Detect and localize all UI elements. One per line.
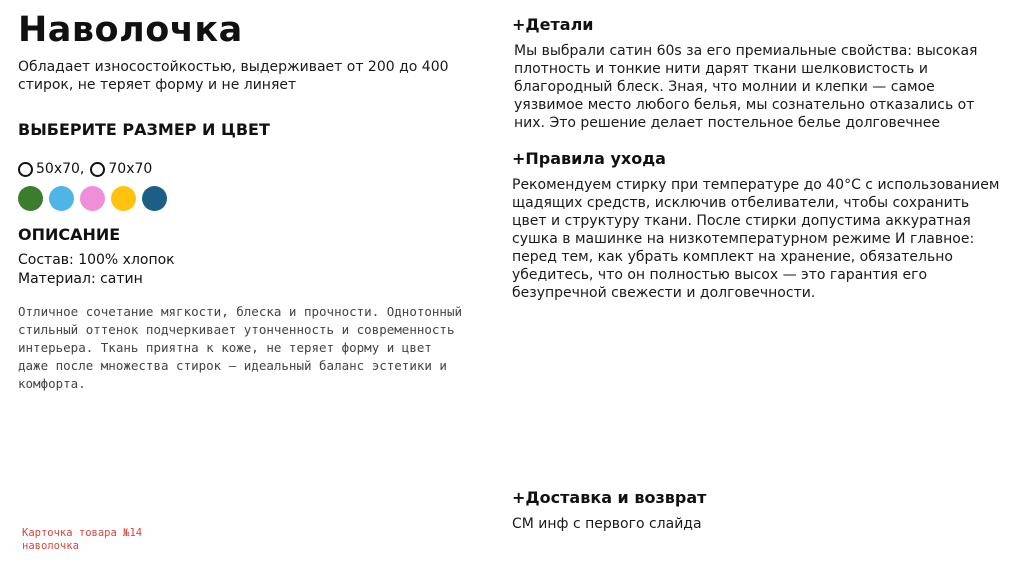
composition-text: Состав: 100% хлопок: [18, 252, 175, 268]
care-text: Рекомендуем стирку при температуре до 40°C с использованием щадящих средств, исключив отбеливатели, чтобы сохранить цвет и структуру ткани. После стирки допустима аккуратная сушка в машинке на низкотемпературном режиме И главное: перед тем, как убрать комплект на хранение, обязательно убедитесь, что он полностью высох — это гарантия его безупречной свежести и долговечности.: [512, 177, 1000, 301]
color-swatch-pink[interactable]: [80, 186, 105, 211]
description-heading: ОПИСАНИЕ: [18, 225, 121, 244]
description-text: Отличное сочетание мягкости, блеска и прочности. Однотонный стильный оттенок подчеркивает утонченность и современность интерьера. Ткань приятна к коже, не теряет форму и цвет даже после множества стирок — идеальный баланс эстетики и комфорта.: [18, 304, 463, 391]
color-swatch-light-blue[interactable]: [49, 186, 74, 211]
color-swatch-yellow[interactable]: [111, 186, 136, 211]
details-heading[interactable]: +Детали: [512, 15, 594, 34]
delivery-heading[interactable]: +Доставка и возврат: [512, 488, 707, 507]
product-right-column: [512, 14, 1002, 302]
size-options: [18, 160, 478, 178]
care-heading[interactable]: +Правила ухода: [512, 149, 666, 168]
size-option-50x70[interactable]: [18, 160, 90, 178]
footer-caption: [22, 527, 142, 553]
size-option-70x70[interactable]: [90, 160, 152, 178]
footer-product-name: наволочка: [22, 540, 79, 552]
delivery-section: [512, 487, 1002, 533]
radio-icon[interactable]: [90, 162, 105, 177]
footer-card-number: Карточка товара №14: [22, 527, 143, 539]
details-text: Мы выбрали сатин 60s за его премиальные свойства: высокая плотность и тонкие нити дарят ткани шелковистость и благородный блеск. Зная, что молнии и клепки — самое уязвимое место любого белья, мы сознательно отказались от них. Это решение делает постельное белье долговечнее: [514, 43, 978, 131]
product-subtitle: Обладает износостойкостью, выдерживает от 200 до 400 стирок, не теряет форму и не линяет: [18, 59, 449, 93]
product-title: Наволочка: [18, 10, 243, 50]
color-swatch-dark-blue[interactable]: [142, 186, 167, 211]
product-left-column: [18, 8, 478, 393]
delivery-text: СМ инф с первого слайда: [512, 516, 702, 532]
composition-info: [18, 251, 478, 289]
color-swatch-green[interactable]: [18, 186, 43, 211]
material-text: Материал: сатин: [18, 271, 143, 287]
radio-icon[interactable]: [18, 162, 33, 177]
choose-size-color-heading: ВЫБЕРИТЕ РАЗМЕР И ЦВЕТ: [18, 120, 270, 139]
size-label-50x70: 50x70,: [36, 161, 85, 177]
size-label-70x70: 70x70: [108, 161, 153, 177]
color-swatches: [18, 186, 478, 211]
